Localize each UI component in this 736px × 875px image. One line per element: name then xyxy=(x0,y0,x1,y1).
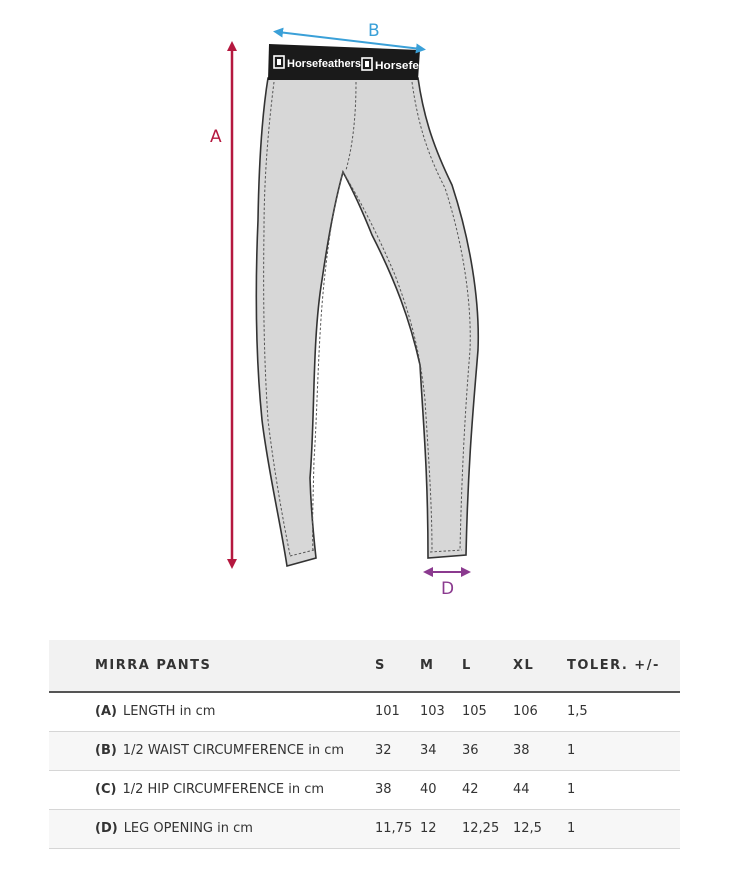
value-tolerance: 1 xyxy=(551,809,680,848)
value-tolerance: 1 xyxy=(551,770,680,809)
size-header-xl: XL xyxy=(513,640,551,692)
measurement-label: (A) LENGTH in cm xyxy=(49,692,375,731)
size-header-s: S xyxy=(375,640,420,692)
value-xl: 12,5 xyxy=(513,809,551,848)
value-l: 42 xyxy=(462,770,513,809)
value-tolerance: 1 xyxy=(551,731,680,770)
value-xl: 106 xyxy=(513,692,551,731)
table-row xyxy=(49,692,680,731)
leggings-illustration xyxy=(256,44,478,566)
value-tolerance: 1,5 xyxy=(551,692,680,731)
measurement-label: (B) 1/2 WAIST CIRCUMFERENCE in cm xyxy=(49,731,375,770)
value-m: 12 xyxy=(420,809,462,848)
size-table xyxy=(49,640,680,849)
size-header-m: M xyxy=(420,640,462,692)
leggings-outline xyxy=(256,78,478,566)
value-s: 38 xyxy=(375,770,420,809)
table-header-row xyxy=(49,640,680,692)
size-header-l: L xyxy=(462,640,513,692)
table-row xyxy=(49,731,680,770)
value-l: 105 xyxy=(462,692,513,731)
dimension-b-label: B xyxy=(368,21,380,41)
value-m: 34 xyxy=(420,731,462,770)
dimension-a-label: A xyxy=(210,127,222,147)
value-l: 12,25 xyxy=(462,809,513,848)
tolerance-header: TOLER. +/- xyxy=(551,640,680,692)
value-m: 103 xyxy=(420,692,462,731)
value-s: 11,75 xyxy=(375,809,420,848)
value-xl: 44 xyxy=(513,770,551,809)
table-row xyxy=(49,770,680,809)
dimension-d-label: D xyxy=(441,579,455,599)
table-row xyxy=(49,809,680,848)
table-title: MIRRA PANTS xyxy=(49,640,375,692)
value-xl: 38 xyxy=(513,731,551,770)
value-l: 36 xyxy=(462,731,513,770)
measurement-label: (D) LEG OPENING in cm xyxy=(49,809,375,848)
value-m: 40 xyxy=(420,770,462,809)
brand-logo-left xyxy=(274,56,361,70)
value-s: 101 xyxy=(375,692,420,731)
svg-text:Horsefeathers: Horsefeathers xyxy=(287,58,361,70)
value-s: 32 xyxy=(375,731,420,770)
measurement-label: (C) 1/2 HIP CIRCUMFERENCE in cm xyxy=(49,770,375,809)
svg-text:Horsefe: Horsefe xyxy=(375,60,419,72)
